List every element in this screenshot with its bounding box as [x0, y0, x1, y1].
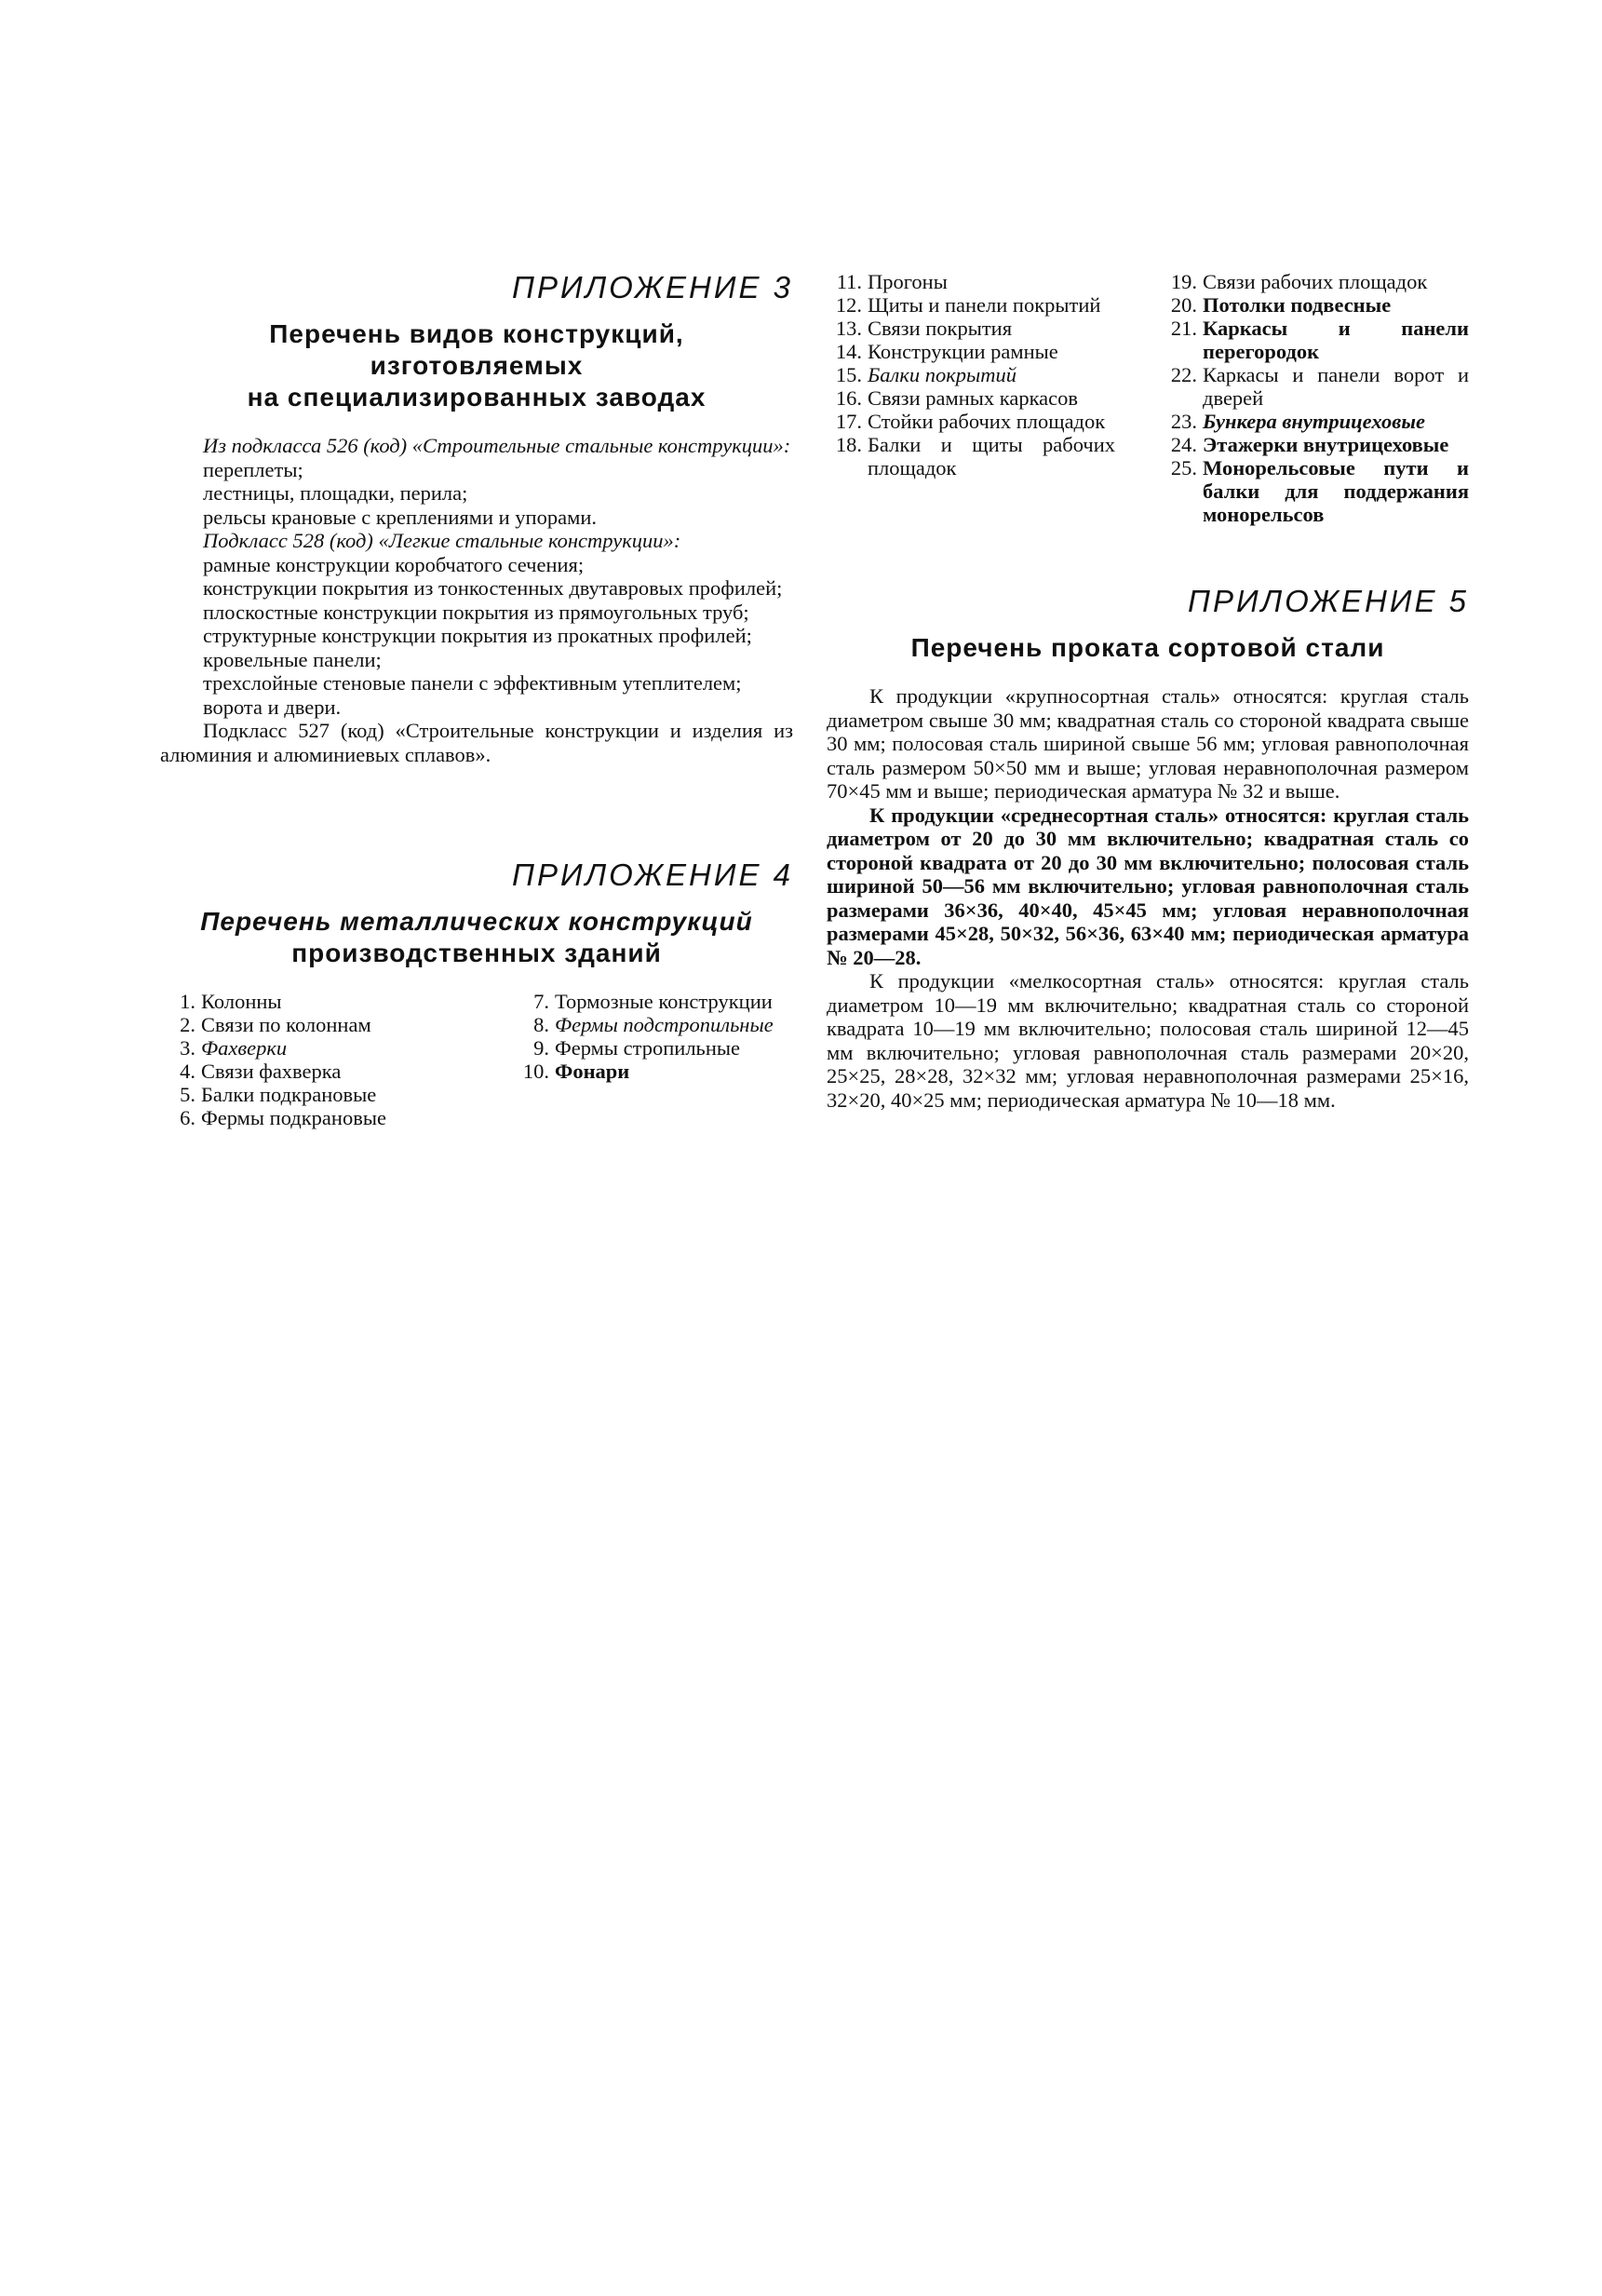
item-text: Стойки рабочих площадок [868, 410, 1106, 433]
appendix-4-continued-lists [827, 270, 1469, 526]
item-text: Колонны [201, 990, 282, 1013]
item-text: Фермы стропильные [555, 1036, 740, 1060]
appendix-3-title [160, 318, 793, 413]
appendix-3-paragraph: Из подкласса 526 (код) «Строительные стальные конструкции»: [203, 434, 791, 457]
appendix-4-list-far [1162, 270, 1469, 526]
item-text: Балки и щиты рабочих площадок [868, 433, 1115, 479]
list-item [514, 990, 793, 1013]
item-number: 25. [1170, 456, 1197, 479]
list-item [827, 386, 1115, 410]
item-text: Фермы подкрановые [201, 1106, 386, 1129]
item-number: 23. [1170, 410, 1197, 433]
appendix-4-list-middle [827, 270, 1115, 526]
item-text: Связи фахверка [201, 1060, 342, 1083]
item-text: Каркасы и панели ворот и дверей [1203, 363, 1469, 410]
item-number: 22. [1170, 363, 1197, 386]
list-item [827, 363, 1115, 386]
appendix-4-list-left [160, 990, 439, 1129]
item-number: 1. [180, 990, 195, 1013]
appendix-3-title-line: изготовляемых [370, 351, 584, 380]
item-text: Тормозные конструкции [555, 990, 773, 1013]
list-item [514, 1060, 793, 1083]
right-column [827, 270, 1469, 1112]
item-number: 18. [835, 433, 862, 456]
appendix-4-title-line: производственных зданий [291, 939, 662, 967]
item-number: 10. [522, 1060, 549, 1083]
list-item [1162, 363, 1469, 410]
list-item [827, 293, 1115, 317]
item-number: 4. [180, 1060, 195, 1083]
item-number: 11. [836, 270, 862, 293]
item-text: Бункера внутрицеховые [1203, 410, 1425, 433]
item-number: 14. [835, 340, 862, 363]
item-number: 16. [835, 386, 862, 410]
item-text: Фермы подстропильные [555, 1013, 774, 1036]
item-text: Связи рабочих площадок [1203, 270, 1428, 293]
appendix-3-title-line: на специализированных заводах [247, 383, 707, 412]
appendix-3-list-2 [160, 553, 793, 720]
item-number: 6. [180, 1106, 195, 1129]
list-item [1162, 293, 1469, 317]
appendix-5-title: Перечень проката сортовой стали [910, 633, 1385, 662]
item-number: 2. [180, 1013, 195, 1036]
list-item: плоскостные конструкции покрытия из прямоугольных труб; [203, 600, 749, 624]
list-item [827, 340, 1115, 363]
item-text: Конструкции рамные [868, 340, 1058, 363]
list-item [827, 410, 1115, 433]
item-number: 21. [1170, 317, 1197, 340]
left-column [160, 270, 793, 1129]
list-item [827, 433, 1115, 479]
appendix-3-title-line: Перечень видов конструкций, [269, 319, 684, 348]
item-text: Прогоны [868, 270, 948, 293]
appendix-5-heading: ПРИЛОЖЕНИЕ 5 [1188, 584, 1469, 618]
item-number: 9. [533, 1036, 549, 1060]
item-number: 13. [835, 317, 862, 340]
list-item [1162, 410, 1469, 433]
list-item: кровельные панели; [203, 647, 382, 671]
item-text: Связи по колоннам [201, 1013, 371, 1036]
item-number: 15. [835, 363, 862, 386]
appendix-5-paragraph: К продукции «среднесортная сталь» относятся: круглая сталь диаметром от 20 до 30 мм включительно; квадратная сталь со стороной квадрата от 20 до 30 мм включительно; полосовая сталь шириной 50—56 мм включительно; угловая равнополочная сталь размерами 36×36, 40×40, 45×45 мм; угловая неравнополочная размерами 45×28, 50×32, 56×36, 63×40 мм; периодическая арматура № 20—28. [827, 803, 1469, 969]
list-item [160, 1036, 439, 1060]
list-item: рамные конструкции коробчатого сечения; [203, 552, 585, 576]
list-item [827, 270, 1115, 293]
appendix-4-list-right [514, 990, 793, 1129]
item-text: Связи рамных каркасов [868, 386, 1079, 410]
appendix-5-paragraph: К продукции «крупносортная сталь» относятся: круглая сталь диаметром свыше 30 мм; квадратная сталь со стороной квадрата свыше 30 мм; полосовая сталь шириной свыше 56 мм; угловая равнополочная сталь размером 50×50 мм и выше; угловая неравнополочная размером 70×45 мм и выше; периодическая арматура № 32 и выше. [827, 684, 1469, 803]
list-item: конструкции покрытия из тонкостенных двутавровых профилей; [203, 576, 783, 600]
item-text: Щиты и панели покрытий [868, 293, 1101, 317]
list-item [160, 1106, 439, 1129]
list-item: трехслойные стеновые панели с эффективным утеплителем; [203, 671, 742, 695]
item-number: 5. [180, 1083, 195, 1106]
item-text: Фонари [555, 1060, 630, 1083]
list-item [160, 1083, 439, 1106]
item-number: 19. [1170, 270, 1197, 293]
appendix-4-heading: ПРИЛОЖЕНИЕ 4 [512, 858, 793, 892]
item-number: 12. [835, 293, 862, 317]
item-text: Потолки подвесные [1203, 293, 1392, 317]
list-item: переплеты; [203, 457, 303, 481]
list-item: структурные конструкции покрытия из прокатных профилей; [203, 624, 752, 647]
item-text: Фахверки [201, 1036, 288, 1060]
list-item [514, 1036, 793, 1060]
list-item [1162, 270, 1469, 293]
item-text: Балки покрытий [868, 363, 1016, 386]
item-number: 17. [835, 410, 862, 433]
list-item [160, 1060, 439, 1083]
item-number: 20. [1170, 293, 1197, 317]
appendix-3-list-1 [160, 458, 793, 530]
appendix-4-title [160, 906, 793, 969]
list-item [1162, 456, 1469, 526]
list-item: лестницы, площадки, перила; [203, 481, 468, 505]
item-number: 3. [180, 1036, 195, 1060]
appendix-3-heading: ПРИЛОЖЕНИЕ 3 [512, 270, 793, 304]
item-number: 7. [533, 990, 549, 1013]
list-item [1162, 433, 1469, 456]
list-item [827, 317, 1115, 340]
list-item [160, 990, 439, 1013]
list-item [1162, 317, 1469, 363]
appendix-3-paragraph: Подкласс 527 (код) «Строительные конструкции и изделия из алюминия и алюминиевых сплавов». [160, 719, 793, 766]
appendix-5-paragraph: К продукции «мелкосортная сталь» относятся: круглая сталь диаметром 10—19 мм включительно; квадратная сталь со стороной квадрата 10—19 мм включительно; полосовая сталь шириной 12—45 мм включительно; угловая равнополочная сталь размерами 20×20, 25×25, 28×28, 32×32 мм; угловая неравнополочная размерами 25×16, 32×20, 40×25 мм; периодическая арматура № 10—18 мм. [827, 969, 1469, 1112]
item-text: Связи покрытия [868, 317, 1013, 340]
item-number: 8. [533, 1013, 549, 1036]
item-text: Каркасы и панели перегородок [1203, 317, 1469, 363]
item-text: Этажерки внутрицеховые [1203, 433, 1449, 456]
list-item: рельсы крановые с креплениями и упорами. [203, 505, 597, 529]
appendix-4-lists [160, 990, 793, 1129]
list-item [514, 1013, 793, 1036]
item-text: Балки подкрановые [201, 1083, 377, 1106]
item-number: 24. [1170, 433, 1197, 456]
appendix-3-paragraph: Подкласс 528 (код) «Легкие стальные конструкции»: [203, 529, 681, 552]
list-item [160, 1013, 439, 1036]
item-text: Монорельсовые пути и балки для поддержания монорельсов [1203, 456, 1469, 526]
list-item: ворота и двери. [203, 695, 342, 719]
appendix-4-title-line: Перечень металлических конструкций [200, 907, 753, 936]
